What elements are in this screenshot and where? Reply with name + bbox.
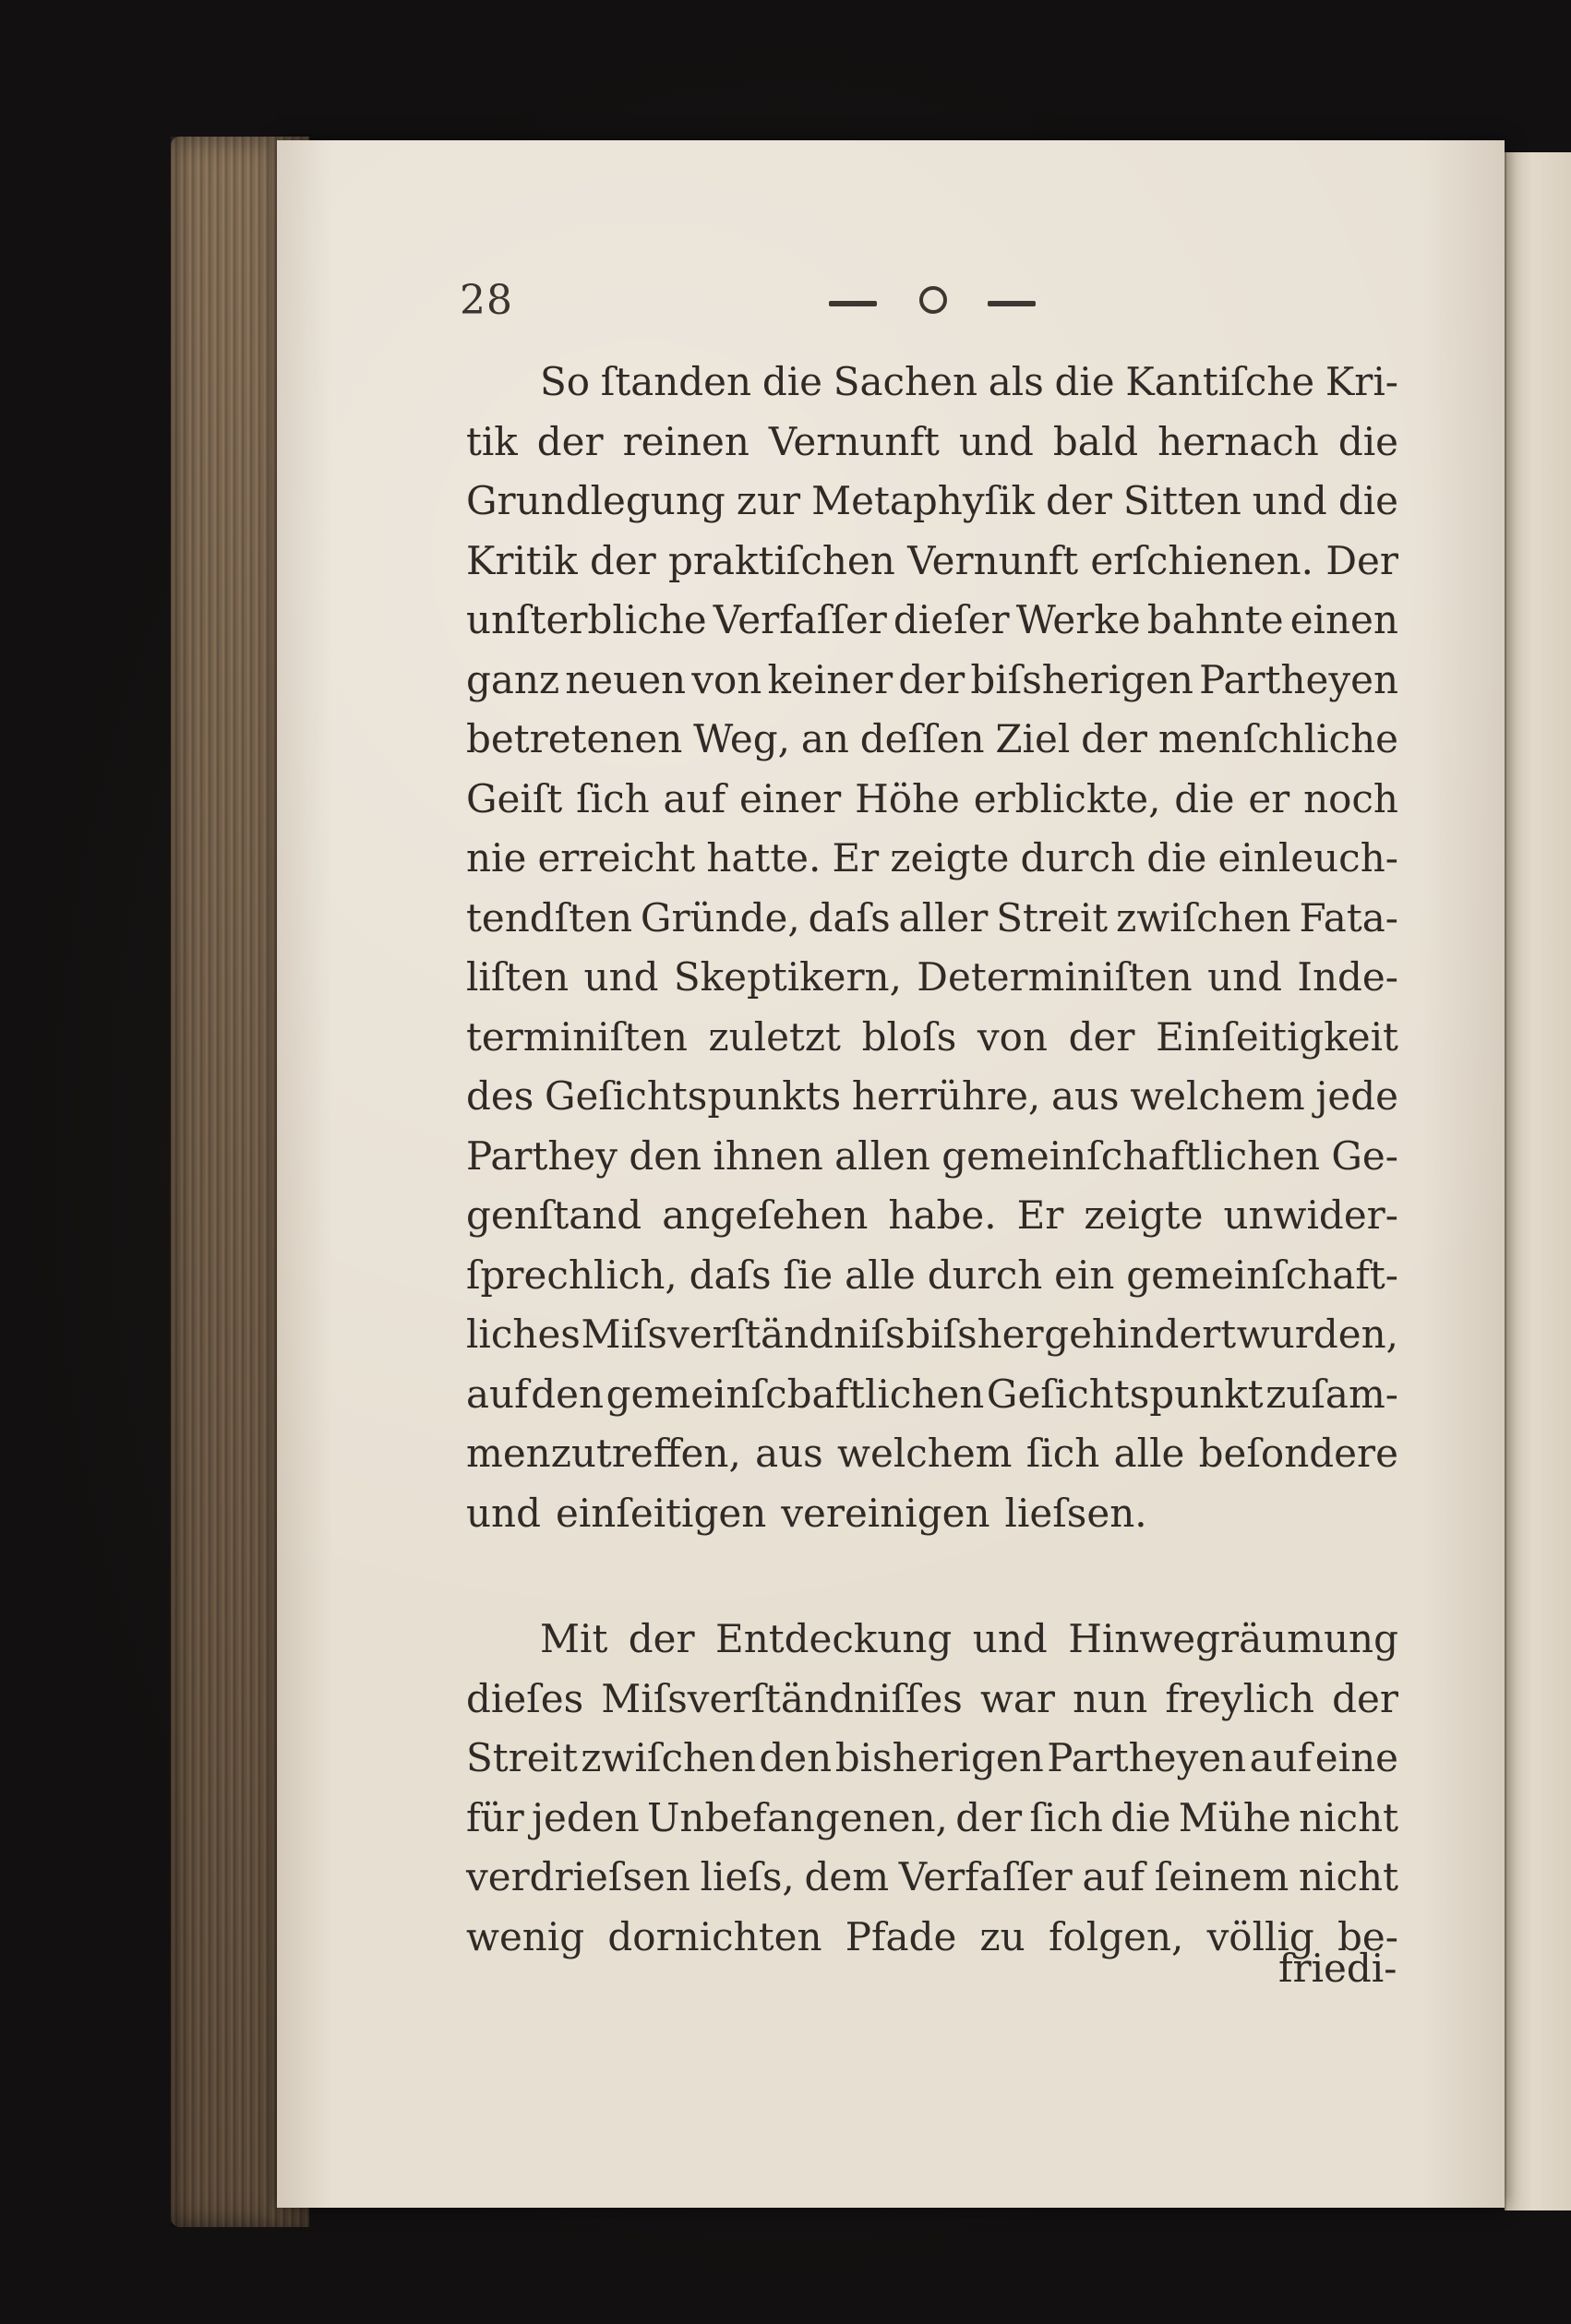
text-line: betretenen Weg, an deſſen Ziel der menſchliche	[466, 716, 1398, 761]
text-line: ganz neuen von keiner der biſsherigen Partheyen	[466, 656, 1398, 702]
text-line: tendſten Gründe, daſs aller Streit zwiſchen Fata-	[466, 894, 1398, 940]
text-line: dieſes Miſsverſtändniſſes war nun freylich der	[466, 1675, 1398, 1721]
paragraph-1	[466, 353, 1398, 1543]
page-number: 28	[460, 277, 513, 324]
ornament-rule-ring-icon	[829, 284, 1050, 321]
body-text	[466, 353, 1398, 1967]
text-line: Streit zwiſchen den bisherigen Partheyen auf eine	[466, 1735, 1398, 1780]
text-line: So ſtanden die Sachen als die Kantiſche Kri-	[540, 359, 1398, 404]
text-line: wenig dornichten Pfade zu folgen, völlig be-	[466, 1913, 1398, 1959]
text-line: genſtand angeſehen habe. Er zeigte unwider-	[466, 1192, 1398, 1238]
text-line: auf den gemeinſcbaftlichen Geſichtspunkt zuſam-	[466, 1371, 1398, 1417]
facing-page-edge	[1505, 152, 1571, 2210]
text-line: Kritik der praktiſchen Vernunft erſchienen. Der	[466, 537, 1398, 583]
text-line: liches Miſsverſtändniſs biſsher gehindert wurden,	[466, 1312, 1398, 1357]
text-line: unſterbliche Verfaſſer dieſer Werke bahnte einen	[466, 597, 1398, 642]
text-line: und einſeitigen vereinigen lieſsen.	[466, 1490, 1147, 1536]
text-line: nie erreicht hatte. Er zeigte durch die einleuch-	[466, 835, 1398, 880]
text-line: Grundlegung zur Metaphyſik der Sitten und die	[466, 478, 1398, 523]
text-line: des Geſichtspunkts herrühre, aus welchem jede	[466, 1073, 1398, 1119]
text-line: Parthey den ihnen allen gemeinſchaftlichen Ge-	[466, 1132, 1398, 1179]
text-line: terminiſten zuletzt bloſs von der Einſeitigkeit	[466, 1013, 1398, 1060]
page-header	[460, 277, 1410, 332]
text-line: Mit der Entdeckung und Hinwegräumung	[540, 1616, 1398, 1661]
text-line: liſten und Skeptikern, Determiniſten und Inde-	[466, 954, 1398, 1000]
catchword: friedi-	[1278, 1946, 1397, 1991]
paragraph-2	[466, 1610, 1398, 1967]
text-line: tik der reinen Vernunft und bald hernach die	[466, 418, 1398, 464]
text-line: für jeden Unbefangenen, der ſich die Mühe nicht	[466, 1794, 1398, 1840]
text-line: Geiſt ſich auf einer Höhe erblickte, die er noch	[466, 775, 1398, 821]
text-line: verdrieſsen lieſs, dem Verfaſſer auf ſeinem nicht	[466, 1854, 1398, 1899]
text-line: menzutreffen, aus welchem ſich alle beſondere	[466, 1431, 1398, 1476]
text-line: ſprechlich, daſs ſie alle durch ein gemeinſchaft-	[466, 1252, 1398, 1298]
